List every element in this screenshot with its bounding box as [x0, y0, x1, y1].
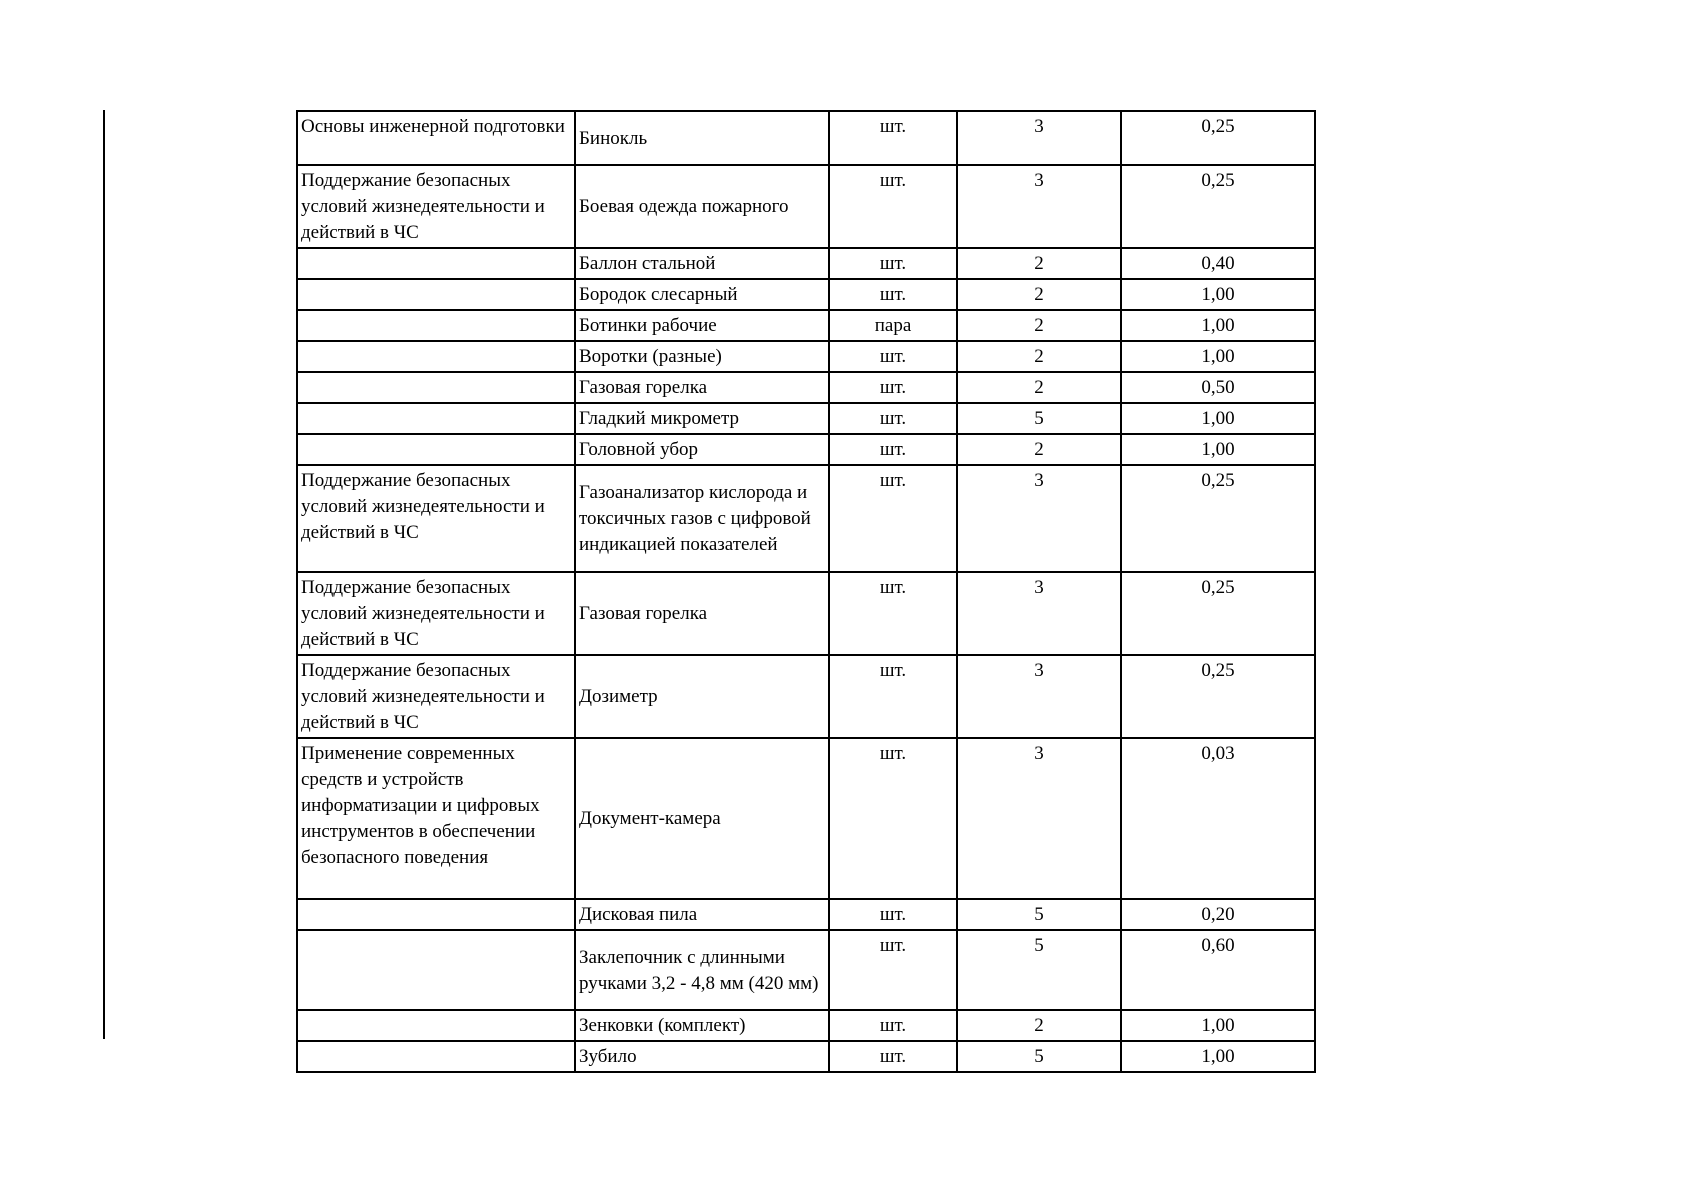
value-cell: 1,00 — [1121, 341, 1315, 372]
unit-cell: шт. — [829, 165, 957, 248]
table-row — [297, 248, 1315, 279]
unit-cell: шт. — [829, 434, 957, 465]
table-row — [297, 899, 1315, 930]
item-name-cell: Боевая одежда пожарного — [575, 165, 829, 248]
value-cell: 1,00 — [1121, 310, 1315, 341]
quantity-cell: 2 — [957, 248, 1121, 279]
section-cell: Поддержание безопасных условий жизнедеятельности и действий в ЧС — [297, 465, 575, 572]
section-cell — [297, 372, 575, 403]
item-name-cell: Заклепочник с длинными ручками 3,2 - 4,8 мм (420 мм) — [575, 930, 829, 1010]
section-cell — [297, 434, 575, 465]
value-cell: 0,25 — [1121, 111, 1315, 165]
section-cell: Поддержание безопасных условий жизнедеятельности и действий в ЧС — [297, 572, 575, 655]
unit-cell: шт. — [829, 111, 957, 165]
unit-cell: шт. — [829, 655, 957, 738]
item-name-cell: Бинокль — [575, 111, 829, 165]
table-row — [297, 372, 1315, 403]
item-name-cell: Ботинки рабочие — [575, 310, 829, 341]
value-cell: 0,25 — [1121, 572, 1315, 655]
quantity-cell: 5 — [957, 899, 1121, 930]
value-cell: 1,00 — [1121, 403, 1315, 434]
table-row — [297, 465, 1315, 572]
value-cell: 1,00 — [1121, 434, 1315, 465]
table-row — [297, 572, 1315, 655]
unit-cell: шт. — [829, 341, 957, 372]
equipment-table — [296, 110, 1316, 1073]
unit-cell: шт. — [829, 403, 957, 434]
table-row — [297, 279, 1315, 310]
unit-cell: шт. — [829, 899, 957, 930]
value-cell: 0,03 — [1121, 738, 1315, 899]
quantity-cell: 3 — [957, 111, 1121, 165]
section-cell — [297, 279, 575, 310]
item-name-cell: Дисковая пила — [575, 899, 829, 930]
section-cell — [297, 248, 575, 279]
table-row — [297, 403, 1315, 434]
item-name-cell: Дозиметр — [575, 655, 829, 738]
quantity-cell: 2 — [957, 279, 1121, 310]
quantity-cell: 3 — [957, 465, 1121, 572]
quantity-cell: 5 — [957, 930, 1121, 1010]
table-row — [297, 1041, 1315, 1072]
unit-cell: пара — [829, 310, 957, 341]
quantity-cell: 2 — [957, 341, 1121, 372]
table-row — [297, 310, 1315, 341]
value-cell: 0,25 — [1121, 655, 1315, 738]
item-name-cell: Гладкий микрометр — [575, 403, 829, 434]
table-row — [297, 930, 1315, 1010]
section-cell: Применение современных средств и устройств информатизации и цифровых инструментов в обеспечении безопасного поведения — [297, 738, 575, 899]
value-cell: 0,40 — [1121, 248, 1315, 279]
section-cell — [297, 341, 575, 372]
item-name-cell: Бородок слесарный — [575, 279, 829, 310]
section-cell: Основы инженерной подготовки — [297, 111, 575, 165]
quantity-cell: 3 — [957, 572, 1121, 655]
item-name-cell: Газовая горелка — [575, 572, 829, 655]
table-row — [297, 434, 1315, 465]
table-row — [297, 1010, 1315, 1041]
value-cell: 0,60 — [1121, 930, 1315, 1010]
table-row — [297, 111, 1315, 165]
section-cell — [297, 899, 575, 930]
unit-cell: шт. — [829, 1041, 957, 1072]
quantity-cell: 2 — [957, 1010, 1121, 1041]
section-cell — [297, 1041, 575, 1072]
quantity-cell: 2 — [957, 310, 1121, 341]
item-name-cell: Документ-камера — [575, 738, 829, 899]
value-cell: 1,00 — [1121, 279, 1315, 310]
section-cell: Поддержание безопасных условий жизнедеятельности и действий в ЧС — [297, 165, 575, 248]
section-cell — [297, 310, 575, 341]
quantity-cell: 2 — [957, 372, 1121, 403]
unit-cell: шт. — [829, 465, 957, 572]
item-name-cell: Газоанализатор кислорода и токсичных газов с цифровой индикацией показателей — [575, 465, 829, 572]
item-name-cell: Зенковки (комплект) — [575, 1010, 829, 1041]
item-name-cell: Баллон стальной — [575, 248, 829, 279]
unit-cell: шт. — [829, 572, 957, 655]
unit-cell: шт. — [829, 372, 957, 403]
unit-cell: шт. — [829, 930, 957, 1010]
item-name-cell: Головной убор — [575, 434, 829, 465]
quantity-cell: 3 — [957, 738, 1121, 899]
table-row — [297, 341, 1315, 372]
item-name-cell: Зубило — [575, 1041, 829, 1072]
section-cell: Поддержание безопасных условий жизнедеятельности и действий в ЧС — [297, 655, 575, 738]
unit-cell: шт. — [829, 1010, 957, 1041]
unit-cell: шт. — [829, 279, 957, 310]
section-cell — [297, 403, 575, 434]
table-row — [297, 738, 1315, 899]
section-cell — [297, 930, 575, 1010]
page-margin-line — [103, 110, 105, 1039]
value-cell: 1,00 — [1121, 1010, 1315, 1041]
unit-cell: шт. — [829, 248, 957, 279]
quantity-cell: 3 — [957, 165, 1121, 248]
unit-cell: шт. — [829, 738, 957, 899]
item-name-cell: Воротки (разные) — [575, 341, 829, 372]
value-cell: 1,00 — [1121, 1041, 1315, 1072]
quantity-cell: 5 — [957, 403, 1121, 434]
value-cell: 0,25 — [1121, 165, 1315, 248]
table-row — [297, 655, 1315, 738]
item-name-cell: Газовая горелка — [575, 372, 829, 403]
section-cell — [297, 1010, 575, 1041]
value-cell: 0,50 — [1121, 372, 1315, 403]
value-cell: 0,20 — [1121, 899, 1315, 930]
quantity-cell: 5 — [957, 1041, 1121, 1072]
quantity-cell: 2 — [957, 434, 1121, 465]
table-row — [297, 165, 1315, 248]
quantity-cell: 3 — [957, 655, 1121, 738]
value-cell: 0,25 — [1121, 465, 1315, 572]
